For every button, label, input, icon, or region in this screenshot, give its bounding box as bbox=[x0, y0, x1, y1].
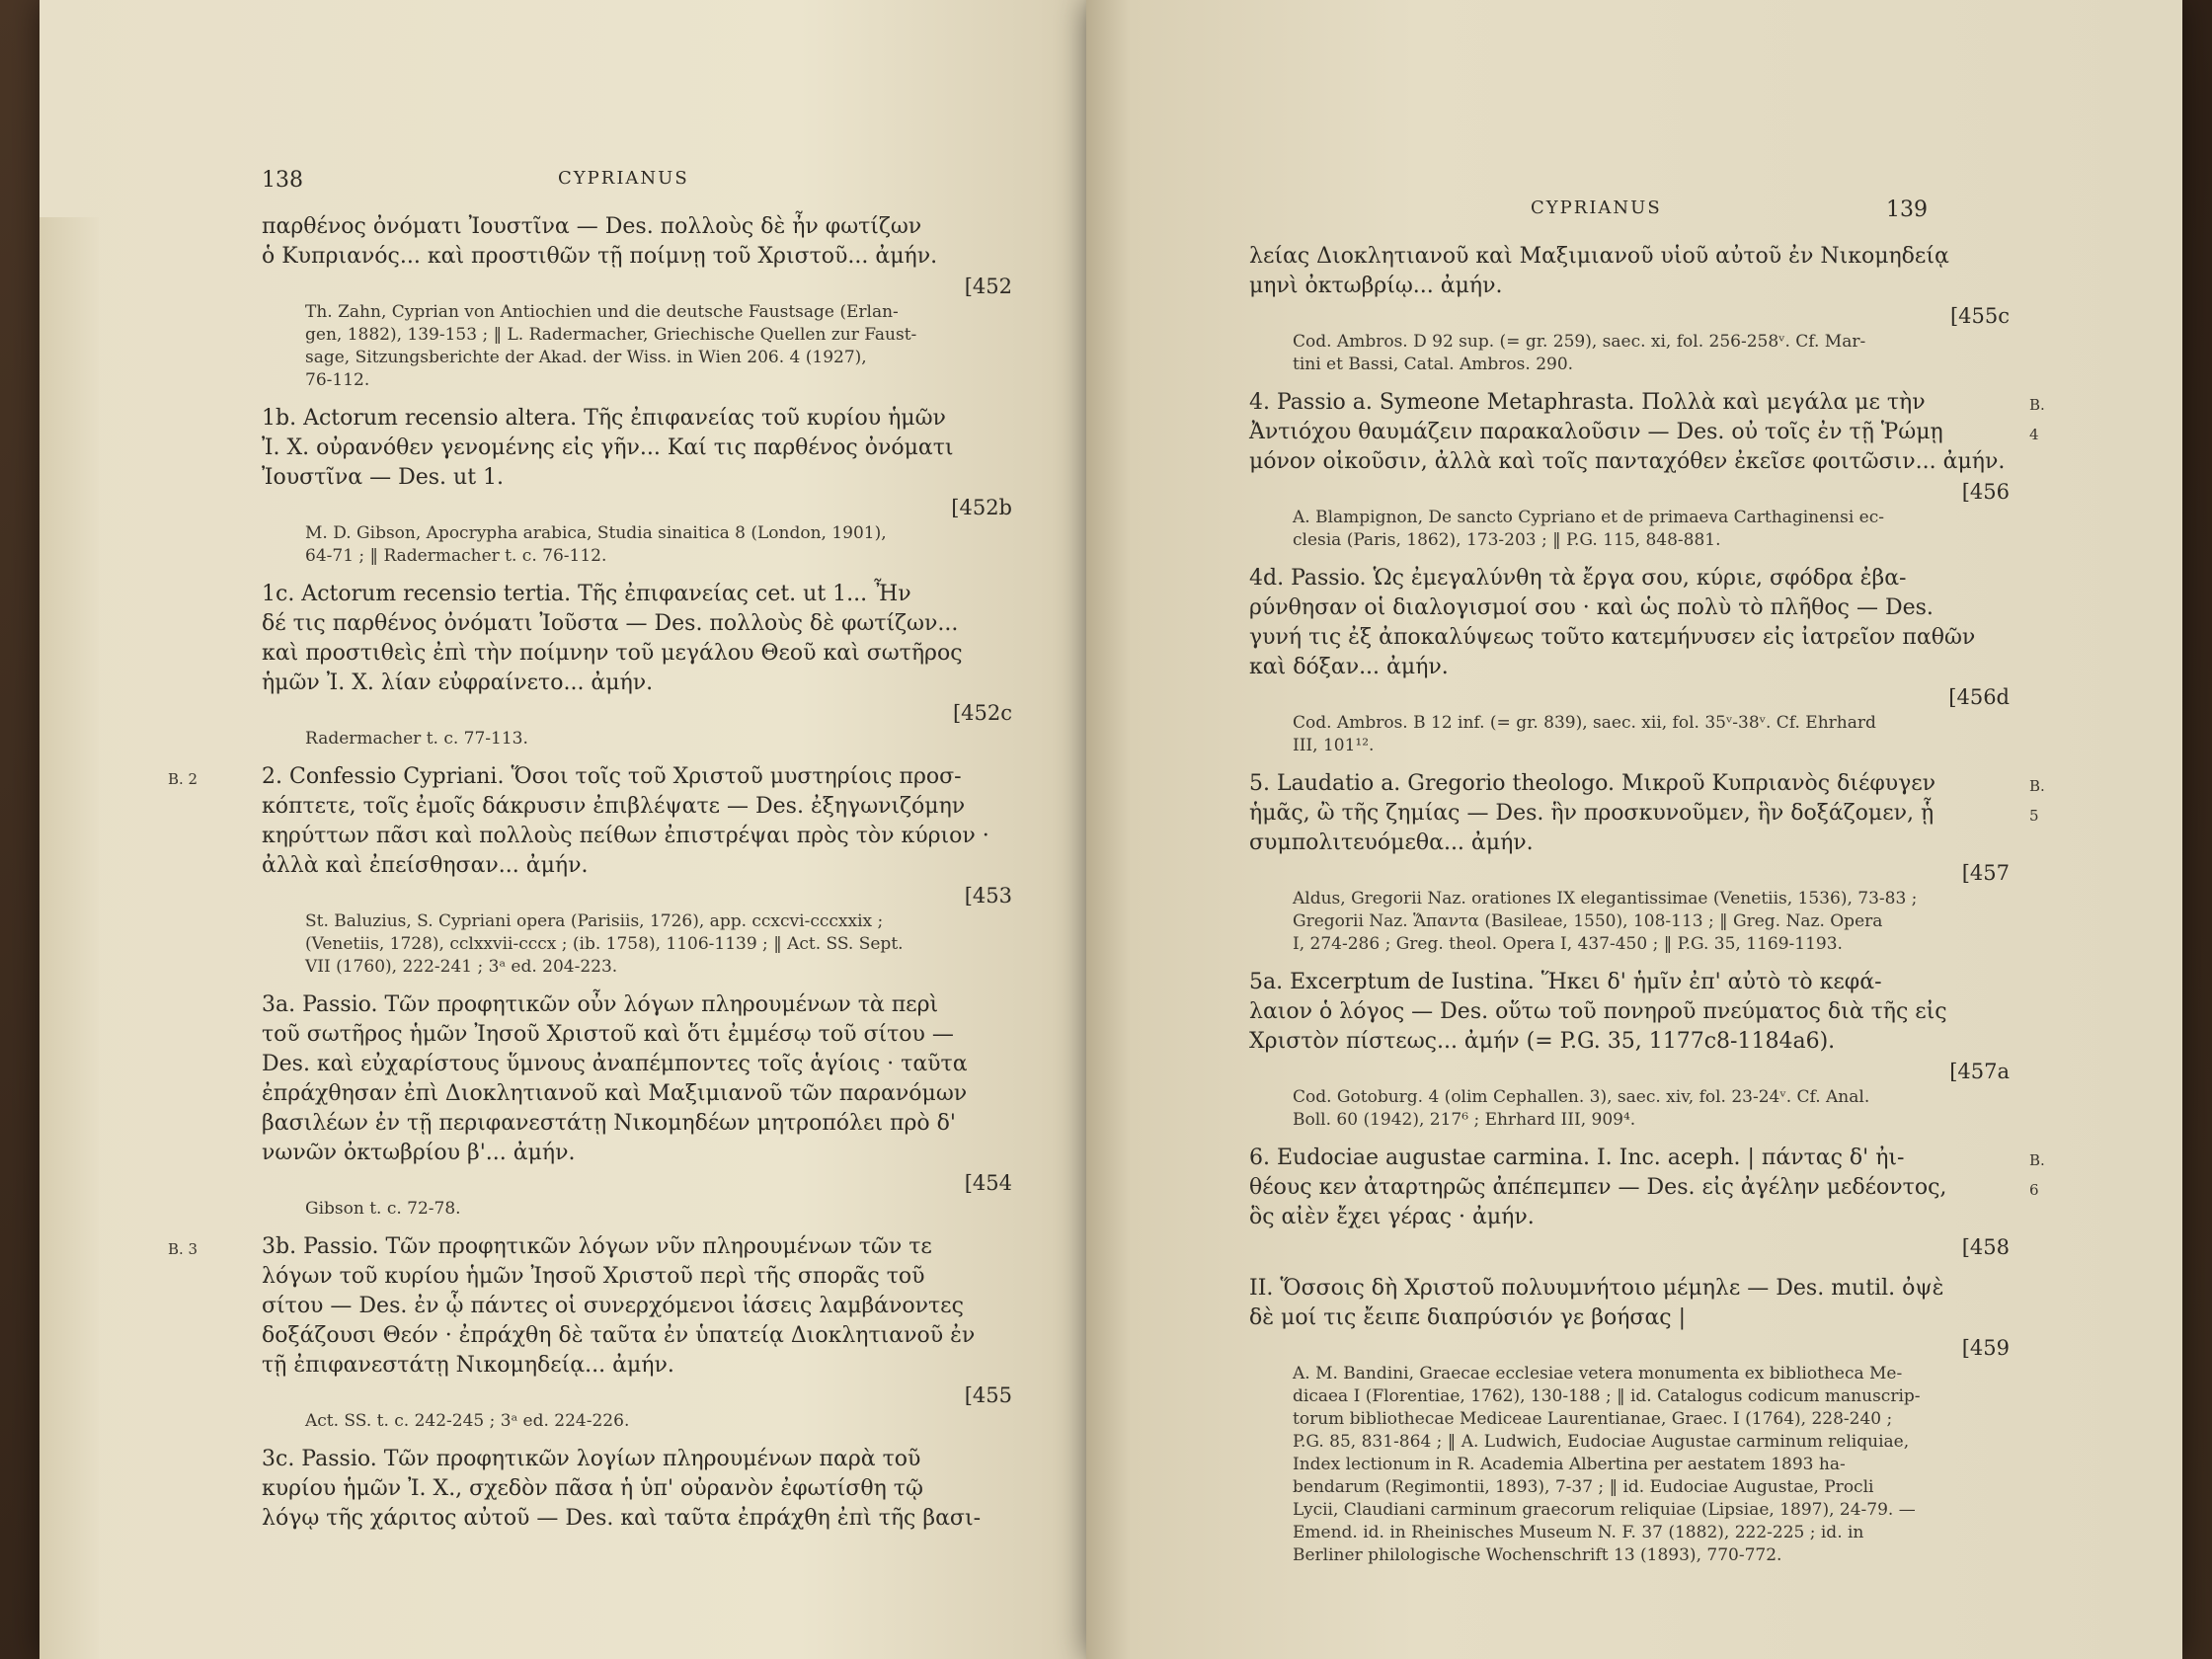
text-line: 5. Laudatio a. Gregorio theologo. Μικροῦ Κυπριανὸς διέφυγεν bbox=[1249, 771, 1936, 796]
bibliographic-note bbox=[262, 910, 1012, 979]
reference-number: [457a bbox=[1949, 1060, 2010, 1083]
note-line: Gibson t. c. 72-78. bbox=[305, 1199, 461, 1219]
text-line: 4. Passio a. Symeone Metaphrasta. Πολλὰ καὶ μεγάλα με τὴν bbox=[1249, 390, 1926, 415]
text-line: σίτου — Des. ἐν ᾧ πάντες οἱ συνερχόμενοι ἰάσεις λαμβάνοντες bbox=[262, 1294, 964, 1318]
folio-right: 139 bbox=[1886, 198, 1928, 222]
text-line: καὶ δόξαν... ἀμήν. bbox=[1249, 655, 1449, 679]
note-line: Cod. Gotoburg. 4 (olim Cephallen. 3), saec. xiv, fol. 23-24ᵛ. Cf. Anal. bbox=[1293, 1087, 1870, 1107]
text-line: Des. καὶ εὐχαρίστους ὕμνους ἀναπέμποντες τοῖς ἁγίοις · ταῦτα bbox=[262, 1052, 968, 1076]
margin-marker: B. 2 bbox=[168, 770, 198, 788]
text-line: θέους κεν ἀταρτηρῶς ἀπέπεμπεν — Des. εἰς ἀγέλην μεδέοντος, bbox=[1249, 1175, 1947, 1200]
right-page bbox=[1086, 0, 2182, 1659]
note-line: clesia (Paris, 1862), 173-203 ; ‖ P.G. 115, 848-881. bbox=[1293, 530, 1721, 550]
bibliographic-note bbox=[1249, 507, 2010, 552]
left-page bbox=[40, 0, 1126, 1659]
left-text-column bbox=[168, 212, 1012, 1545]
text-line: 4d. Passio. Ὡς ἐμεγαλύνθη τὰ ἔργα σου, κύριε, σφόδρα ἐβα- bbox=[1249, 566, 1907, 591]
reference-number: [454 bbox=[964, 1171, 1012, 1195]
text-line: μηνὶ ὀκτωβρίῳ... ἀμήν. bbox=[1249, 274, 1503, 298]
note-line: sage, Sitzungsberichte der Akad. der Wiss. in Wien 206. 4 (1927), bbox=[305, 348, 867, 367]
reference-number: [458 bbox=[1961, 1235, 2010, 1259]
note-line: M. D. Gibson, Apocrypha arabica, Studia sinaitica 8 (London, 1901), bbox=[305, 523, 887, 543]
text-line: συμπολιτευόμεθα... ἀμήν. bbox=[1249, 830, 1534, 855]
reference-number: [459 bbox=[1961, 1336, 2010, 1360]
note-line: Gregorii Naz. Ἅπαντα (Basileae, 1550), 108-113 ; ‖ Greg. Naz. Opera bbox=[1293, 911, 1883, 931]
reference-number: [452c bbox=[952, 701, 1012, 725]
text-line: ἐπράχθησαν ἐπὶ Διοκλητιανοῦ καὶ Μαξιμιανοῦ τῶν παρανόμων bbox=[262, 1081, 968, 1106]
text-line: Ἰ. Χ. οὐρανόθεν γενομένης εἰς γῆν... Καί τις παρθένος ὀνόματι bbox=[262, 435, 954, 460]
text-line: λείας Διοκλητιανοῦ καὶ Μαξιμιανοῦ υἱοῦ αὐτοῦ ἐν Νικομηδείᾳ bbox=[1249, 244, 1949, 269]
note-line: A. M. Bandini, Graecae ecclesiae vetera monumenta ex bibliotheca Me- bbox=[1293, 1364, 1903, 1383]
bibliographic-note bbox=[1249, 331, 2010, 376]
text-line: καὶ προστιθεὶς ἐπὶ τὴν ποίμνην τοῦ μεγάλου Θεοῦ καὶ σωτῆρος bbox=[262, 641, 963, 666]
bibliographic-note bbox=[1249, 1363, 2010, 1567]
text-line: κηρύττων πᾶσι καὶ πολλοὺς πείθων ἐπιστρέψαι πρὸς τὸν κύριον · bbox=[262, 824, 989, 848]
bibliographic-note bbox=[262, 522, 1012, 568]
text-line: 6. Eudociae augustae carmina. I. Inc. aceph. | πάντας δ' ἠι- bbox=[1249, 1146, 1905, 1170]
note-line: VII (1760), 222-241 ; 3ᵃ ed. 204-223. bbox=[305, 957, 618, 977]
bibliography-entry bbox=[1249, 1274, 2010, 1567]
reference-number: [453 bbox=[964, 884, 1012, 908]
reference-number: [452 bbox=[964, 275, 1012, 298]
bibliography-entry bbox=[262, 1445, 1012, 1534]
bibliographic-note bbox=[1249, 1086, 2010, 1132]
text-line: ὁ Κυπριανός... καὶ προστιθῶν τῇ ποίμνῃ τοῦ Χριστοῦ... ἀμήν. bbox=[262, 244, 938, 269]
note-line: P.G. 85, 831-864 ; ‖ A. Ludwich, Eudociae Augustae carminum reliquiae, bbox=[1293, 1432, 1910, 1452]
bibliographic-note bbox=[262, 1198, 1012, 1221]
bibliography-entry bbox=[1249, 242, 2010, 376]
note-line: Cod. Ambros. D 92 sup. (= gr. 259), saec. xi, fol. 256-258ᵛ. Cf. Mar- bbox=[1293, 332, 1866, 352]
note-line: Boll. 60 (1942), 217⁶ ; Ehrhard III, 909⁴. bbox=[1293, 1110, 1636, 1130]
note-line: Berliner philologische Wochenschrift 13 (1893), 770-772. bbox=[1293, 1545, 1782, 1565]
bibliography-entry bbox=[1249, 769, 2045, 956]
text-line: τοῦ σωτῆρος ἡμῶν Ἰησοῦ Χριστοῦ καὶ ὅτι ἐμμέσῳ τοῦ σίτου — bbox=[262, 1022, 954, 1047]
note-line: Th. Zahn, Cyprian von Antiochien und die deutsche Faustsage (Erlan- bbox=[305, 302, 899, 322]
note-line: gen, 1882), 139-153 ; ‖ L. Radermacher, Griechische Quellen zur Faust- bbox=[305, 325, 917, 345]
text-line: δέ τις παρθένος ὀνόματι Ἰοῦστα — Des. πολλοὺς δὲ φωτίζων... bbox=[262, 611, 959, 636]
note-line: I, 274-286 ; Greg. theol. Opera I, 437-450 ; ‖ P.G. 35, 1169-1193. bbox=[1293, 934, 1843, 954]
bibliography-entry bbox=[1249, 968, 2010, 1132]
text-line: Ἰουστῖνα — Des. ut 1. bbox=[262, 465, 505, 490]
text-line: ὃς αἰὲν ἔχει γέρας · ἀμήν. bbox=[1249, 1205, 1535, 1229]
reference-number: [455 bbox=[964, 1383, 1012, 1407]
bibliography-entry bbox=[262, 404, 1012, 568]
bibliographic-note bbox=[262, 301, 1012, 392]
bibliography-entry bbox=[1249, 564, 2010, 757]
text-line: λόγων τοῦ κυρίου ἡμῶν Ἰησοῦ Χριστοῦ περὶ τῆς σπορᾶς τοῦ bbox=[262, 1264, 925, 1289]
text-line: Χριστὸν πίστεως... ἀμήν (= P.G. 35, 1177c8-1184a6). bbox=[1249, 1029, 1836, 1054]
text-line: 1b. Actorum recensio altera. Τῆς ἐπιφανείας τοῦ κυρίου ἡμῶν bbox=[262, 406, 946, 431]
note-line: Cod. Ambros. B 12 inf. (= gr. 839), saec. xii, fol. 35ᵛ-38ᵛ. Cf. Ehrhard bbox=[1293, 713, 1876, 733]
bibliographic-note bbox=[1249, 888, 2010, 956]
text-line: 1c. Actorum recensio tertia. Τῆς ἐπιφανείας cet. ut 1... Ἦν bbox=[262, 582, 911, 606]
note-line: III, 101¹². bbox=[1293, 736, 1375, 755]
text-line: κόπτετε, τοῖς ἐμοῖς δάκρυσιν ἐπιβλέψατε — Des. ἐξηγωνιζόμην bbox=[262, 794, 966, 819]
right-text-column bbox=[1249, 242, 2045, 1579]
bibliography-entry bbox=[262, 990, 1012, 1221]
bibliography-entry bbox=[1249, 1144, 2045, 1262]
running-head-right: CYPRIANUS bbox=[1531, 198, 1662, 218]
text-line: λαιον ὁ λόγος — Des. οὕτω τοῦ πονηροῦ πνεύματος διὰ τῆς εἰς bbox=[1249, 999, 1947, 1024]
margin-marker: B. 3 bbox=[168, 1240, 198, 1258]
text-line: II. Ὅσσοις δὴ Χριστοῦ πολυυμνήτοιο μέμηλε — Des. mutil. ὀψὲ bbox=[1249, 1276, 1944, 1301]
note-line: dicaea I (Florentiae, 1762), 130-188 ; ‖ id. Catalogus codicum manuscrip- bbox=[1293, 1386, 1921, 1406]
note-line: 64-71 ; ‖ Radermacher t. c. 76-112. bbox=[305, 546, 607, 566]
reference-number: [456d bbox=[1948, 685, 2010, 709]
bibliography-entry bbox=[168, 762, 1012, 979]
reference-number: [456 bbox=[1961, 480, 2010, 504]
note-line: Emend. id. in Rheinisches Museum N. F. 37 (1882), 222-225 ; id. in bbox=[1293, 1523, 1864, 1542]
bibliographic-note bbox=[262, 1410, 1012, 1433]
note-line: (Venetiis, 1728), cclxxvii-cccx ; (ib. 1758), 1106-1139 ; ‖ Act. SS. Sept. bbox=[305, 934, 904, 954]
text-line: κυρίου ἡμῶν Ἰ. Χ., σχεδὸν πᾶσα ἡ ὑπ' οὐρανὸν ἐφωτίσθη τῷ bbox=[262, 1476, 923, 1501]
note-line: 76-112. bbox=[305, 370, 370, 390]
running-head-left: CYPRIANUS bbox=[558, 168, 689, 189]
margin-marker: B. 5 bbox=[2029, 777, 2045, 825]
text-line: ἡμᾶς, ὢ τῆς ζημίας — Des. ἣν προσκυνοῦμεν, ἣν δοξάζομεν, ᾗ bbox=[1249, 801, 1935, 826]
text-line: βασιλέων ἐν τῇ περιφανεστάτῃ Νικομηδέων μητροπόλει πρὸ δ' bbox=[262, 1111, 956, 1136]
text-line: γυνή τις ἐξ ἀποκαλύψεως τοῦτο κατεμήνυσεν εἰς ἰατρεῖον παθῶν bbox=[1249, 625, 1976, 650]
bibliography-entry bbox=[1249, 388, 2045, 552]
text-line: λόγῳ τῆς χάριτος αὐτοῦ — Des. καὶ ταῦτα ἐπράχθη ἐπὶ τῆς βασι- bbox=[262, 1506, 982, 1531]
margin-marker: B. 6 bbox=[2029, 1151, 2045, 1199]
text-line: ἀλλὰ καὶ ἐπείσθησαν... ἀμήν. bbox=[262, 853, 589, 878]
text-line: 2. Confessio Cypriani. Ὅσοι τοῖς τοῦ Χριστοῦ μυστηρίοις προσ- bbox=[262, 764, 962, 789]
note-line: A. Blampignon, De sancto Cypriano et de primaeva Carthaginensi ec- bbox=[1293, 508, 1884, 527]
reference-number: [455c bbox=[1949, 304, 2010, 328]
bibliography-entry bbox=[262, 580, 1012, 750]
text-line: 3b. Passio. Τῶν προφητικῶν λόγων νῦν πληρουμένων τῶν τε bbox=[262, 1234, 932, 1259]
text-line: νωνῶν ὀκτωβρίου β'... ἀμήν. bbox=[262, 1141, 576, 1165]
text-line: τῇ ἐπιφανεστάτῃ Νικομηδείᾳ... ἀμήν. bbox=[262, 1353, 674, 1378]
note-line: Radermacher t. c. 77-113. bbox=[305, 729, 528, 749]
note-line: tini et Bassi, Catal. Ambros. 290. bbox=[1293, 355, 1574, 374]
bibliographic-note bbox=[1249, 712, 2010, 757]
margin-marker: B. 4 bbox=[2029, 396, 2045, 443]
page-edge-stack bbox=[40, 217, 99, 1659]
text-line: δὲ μοί τις ἔειπε διαπρύσιόν γε βοήσας | bbox=[1249, 1305, 1687, 1330]
note-line: St. Baluzius, S. Cypriani opera (Parisiis, 1726), app. ccxcvi-cccxxix ; bbox=[305, 911, 884, 931]
text-line: 3c. Passio. Τῶν προφητικῶν λογίων πληρουμένων παρὰ τοῦ bbox=[262, 1447, 921, 1471]
text-line: παρθένος ὀνόματι Ἰουστῖνα — Des. πολλοὺς δὲ ἦν φωτίζων bbox=[262, 214, 922, 239]
note-line: bendarum (Regimontii, 1893), 7-37 ; ‖ id. Eudociae Augustae, Procli bbox=[1293, 1477, 1874, 1497]
text-line: δοξάζουσι Θεόν · ἐπράχθη δὲ ταῦτα ἐν ὑπατείᾳ Διοκλητιανοῦ ἐν bbox=[262, 1323, 976, 1348]
reference-number: [452b bbox=[951, 496, 1012, 519]
bibliography-entry bbox=[262, 212, 1012, 392]
text-line: 3a. Passio. Τῶν προφητικῶν οὖν λόγων πληρουμένων τὰ περὶ bbox=[262, 992, 939, 1017]
text-line: Ἀντιόχου θαυμάζειν παρακαλοῦσιν — Des. οὐ τοῖς ἐν τῇ Ῥώμῃ bbox=[1249, 420, 1943, 444]
note-line: Aldus, Gregorii Naz. orationes IX elegantissimae (Venetiis, 1536), 73-83 ; bbox=[1293, 889, 1918, 908]
bibliographic-note bbox=[262, 728, 1012, 750]
note-line: Act. SS. t. c. 242-245 ; 3ᵃ ed. 224-226. bbox=[305, 1411, 630, 1431]
reference-number: [457 bbox=[1961, 861, 2010, 885]
text-line: ἡμῶν Ἰ. Χ. λίαν εὐφραίνετο... ἀμήν. bbox=[262, 671, 654, 695]
note-line: Index lectionum in R. Academia Albertina per aestatem 1893 ha- bbox=[1293, 1455, 1846, 1474]
folio-left: 138 bbox=[262, 168, 303, 193]
bibliography-entry bbox=[168, 1232, 1012, 1433]
note-line: Lycii, Claudiani carminum graecorum reliquiae (Lipsiae, 1897), 24-79. — bbox=[1293, 1500, 1916, 1520]
text-line: μόνον οἰκοῦσιν, ἀλλὰ καὶ τοῖς πανταχόθεν ἐκεῖσε φοιτῶσιν... ἀμήν. bbox=[1249, 449, 2006, 474]
text-line: 5a. Excerptum de Iustina. Ἥκει δ' ἡμῖν ἐπ' αὐτὸ τὸ κεφά- bbox=[1249, 970, 1882, 994]
text-line: ρύνθησαν οἱ διαλογισμοί σου · καὶ ὡς πολὺ τὸ πλῆθος — Des. bbox=[1249, 595, 1934, 620]
note-line: torum bibliothecae Mediceae Laurentianae, Graec. I (1764), 228-240 ; bbox=[1293, 1409, 1893, 1429]
